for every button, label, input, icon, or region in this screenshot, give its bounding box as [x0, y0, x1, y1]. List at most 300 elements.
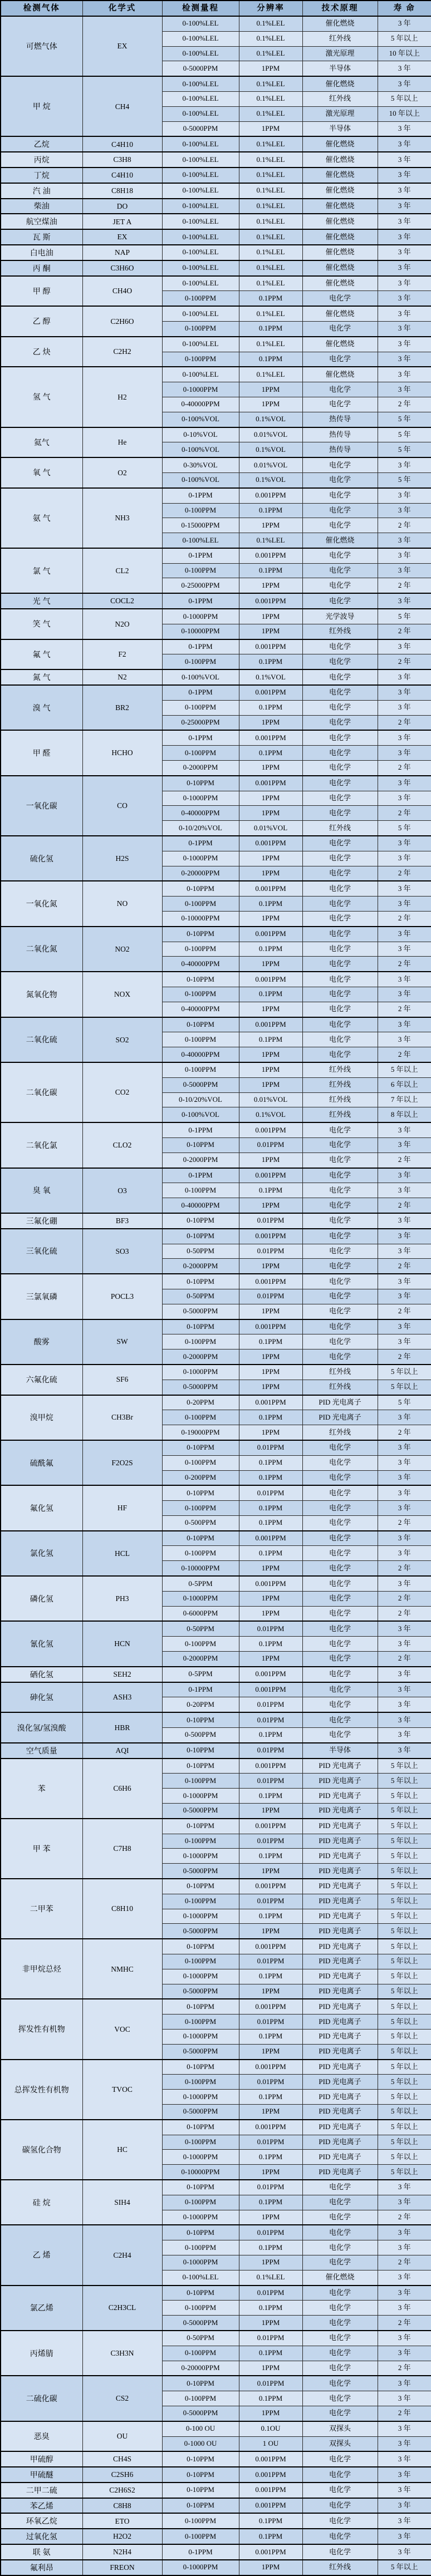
table-row	[1, 488, 431, 503]
range-cell: 0-100PPM	[162, 352, 239, 367]
resolution-cell: 0.001PPM	[239, 927, 302, 942]
lifetime-cell: 3 年	[378, 2529, 431, 2544]
gas-name: 三氯氧磷	[1, 1274, 82, 1319]
lifetime-cell: 2 年	[378, 761, 431, 776]
gas-name: 二氧化碳	[1, 1062, 82, 1122]
lifetime-cell: 5 年以上	[378, 1894, 431, 1909]
range-cell: 0-100%LEL	[162, 199, 239, 214]
gas-name: 甲 醇	[1, 276, 82, 307]
table-row	[1, 1440, 431, 1455]
resolution-cell: 0.01PPM	[239, 1485, 302, 1500]
lifetime-cell: 3 年	[378, 2376, 431, 2391]
principle-cell: PID 光电离子	[302, 1894, 378, 1909]
lifetime-cell: 3 年	[378, 669, 431, 685]
principle-cell: 催化燃烧	[302, 199, 378, 214]
range-cell: 0-100%LEL	[162, 276, 239, 291]
lifetime-cell: 3 年	[378, 1621, 431, 1636]
table-row	[1, 639, 431, 654]
resolution-cell: 0.001PPM	[239, 1759, 302, 1774]
resolution-cell: 0.001PPM	[239, 730, 302, 745]
resolution-cell: 1PPM	[239, 1349, 302, 1365]
lifetime-cell: 5 年以上	[378, 31, 431, 46]
range-cell: 0-40000PPM	[162, 806, 239, 821]
chemical-formula: C3H8	[82, 152, 162, 168]
lifetime-cell: 5 年以上	[378, 1819, 431, 1834]
principle-cell: 红外线	[302, 1062, 378, 1077]
table-row	[1, 548, 431, 563]
table-row	[1, 685, 431, 700]
chemical-formula: CLO2	[82, 1122, 162, 1168]
range-cell: 0-1000PPM	[162, 1849, 239, 1864]
range-cell: 0-10PPM	[162, 1440, 239, 1455]
table-row	[1, 2513, 431, 2529]
gas-name: 臭 氧	[1, 1168, 82, 1213]
principle-cell: 电化学	[302, 291, 378, 306]
chemical-formula: HCL	[82, 1531, 162, 1576]
header-lifetime: 寿 命	[378, 1, 431, 16]
table-row	[1, 1122, 431, 1137]
gas-name: 甲 苯	[1, 1819, 82, 1879]
principle-cell: 电化学	[302, 2513, 378, 2529]
principle-cell: PID 光电离子	[302, 1864, 378, 1879]
resolution-cell: 0.1PPM	[239, 2240, 302, 2255]
gas-name: 联 氨	[1, 2544, 82, 2560]
table-row	[1, 927, 431, 942]
principle-cell: 电化学	[302, 457, 378, 472]
range-cell: 0-100%LEL	[162, 183, 239, 199]
lifetime-cell: 5 年以上	[378, 1759, 431, 1774]
resolution-cell: 1PPM	[239, 2361, 302, 2376]
resolution-cell: 0.1%LEL	[239, 16, 302, 31]
lifetime-cell: 5 年以上	[378, 1954, 431, 1969]
lifetime-cell: 2 年	[378, 2406, 431, 2421]
principle-cell: 电化学	[302, 2180, 378, 2195]
resolution-cell: 0.1PPM	[239, 2346, 302, 2361]
range-cell: 0-10PPM	[162, 1759, 239, 1774]
resolution-cell: 0.1PPM	[239, 1637, 302, 1652]
range-cell: 0-1000PPM	[162, 791, 239, 806]
principle-cell: 催化燃烧	[302, 2270, 378, 2285]
principle-cell: PID 光电离子	[302, 1939, 378, 1954]
lifetime-cell: 2 年	[378, 578, 431, 593]
lifetime-cell: 3 年	[378, 2451, 431, 2467]
range-cell: 0-100%VOL	[162, 412, 239, 427]
resolution-cell: 1PPM	[239, 1152, 302, 1168]
principle-cell: 电化学	[302, 548, 378, 563]
resolution-cell: 0.001PPM	[239, 1576, 302, 1591]
range-cell: 0-100PPM	[162, 1954, 239, 1969]
range-cell: 0-100PPM	[162, 2513, 239, 2529]
lifetime-cell: 3 年	[378, 121, 431, 136]
chemical-formula: CH4O	[82, 276, 162, 307]
lifetime-cell: 3 年	[378, 1032, 431, 1047]
lifetime-cell: 2 年	[378, 1515, 431, 1530]
lifetime-cell: 3 年	[378, 563, 431, 578]
lifetime-cell: 3 年	[378, 548, 431, 563]
resolution-cell: 0.001PPM	[239, 1939, 302, 1954]
gas-name: 二甲苯	[1, 1879, 82, 1939]
range-cell: 0-100PPM	[162, 2014, 239, 2030]
range-cell: 0-100PPM	[162, 1410, 239, 1425]
table-row	[1, 1682, 431, 1697]
chemical-formula: He	[82, 427, 162, 458]
principle-cell: 电化学	[302, 1652, 378, 1667]
principle-cell: PID 光电离子	[302, 1924, 378, 1939]
principle-cell: 半导体	[302, 1743, 378, 1759]
lifetime-cell: 5 年以上	[378, 2060, 431, 2075]
principle-cell: PID 光电离子	[302, 2060, 378, 2075]
lifetime-cell: 5 年	[378, 609, 431, 624]
lifetime-cell: 7 年以上	[378, 1092, 431, 1107]
lifetime-cell: 3 年	[378, 1697, 431, 1712]
chemical-formula: CH3Br	[82, 1395, 162, 1440]
principle-cell: 电化学	[302, 563, 378, 578]
range-cell: 0-10PPM	[162, 1017, 239, 1032]
range-cell: 0-10PPM	[162, 2225, 239, 2240]
principle-cell: 电化学	[302, 1591, 378, 1606]
table-row	[1, 1531, 431, 1546]
resolution-cell: 1PPM	[239, 609, 302, 624]
range-cell: 0-25000PPM	[162, 578, 239, 593]
lifetime-cell: 3 年	[378, 1017, 431, 1032]
resolution-cell: 0.1PPM	[239, 1546, 302, 1561]
principle-cell: 热传导	[302, 412, 378, 427]
chemical-formula: C2H3CL	[82, 2286, 162, 2331]
gas-name: 氨 气	[1, 488, 82, 548]
gas-name: 挥发性有机物	[1, 1999, 82, 2059]
principle-cell: PID 光电离子	[302, 2029, 378, 2044]
principle-cell: PID 光电离子	[302, 2075, 378, 2090]
resolution-cell: 1PPM	[239, 624, 302, 639]
principle-cell: 红外线	[302, 1365, 378, 1380]
principle-cell: 双探头	[302, 2436, 378, 2451]
principle-cell: 电化学	[302, 1561, 378, 1576]
principle-cell: 催化燃烧	[302, 337, 378, 352]
lifetime-cell: 3 年	[378, 1274, 431, 1289]
resolution-cell: 0.1PPM	[239, 1909, 302, 1924]
range-cell: 0-100PPM	[162, 1774, 239, 1789]
range-cell: 0-40000PPM	[162, 1047, 239, 1062]
range-cell: 0-40000PPM	[162, 397, 239, 412]
header-range: 检测量程	[162, 1, 239, 16]
principle-cell: 电化学	[302, 1621, 378, 1636]
resolution-cell: 1PPM	[239, 2165, 302, 2180]
gas-name: 丙烯腈	[1, 2331, 82, 2376]
resolution-cell: 0.001PPM	[239, 1819, 302, 1834]
principle-cell: PID 光电离子	[302, 1834, 378, 1849]
lifetime-cell: 3 年	[378, 352, 431, 367]
principle-cell: 红外线	[302, 821, 378, 836]
range-cell: 0-10PPM	[162, 927, 239, 942]
gas-name: 乙 炔	[1, 337, 82, 367]
principle-cell: PID 光电离子	[302, 2120, 378, 2135]
resolution-cell: 1PPM	[239, 1259, 302, 1274]
lifetime-cell: 3 年	[378, 1712, 431, 1727]
resolution-cell: 0.1%LEL	[239, 367, 302, 382]
range-cell: 0-100%LEL	[162, 533, 239, 548]
lifetime-cell: 3 年	[378, 337, 431, 352]
chemical-formula: CL2	[82, 548, 162, 593]
range-cell: 0-100PPM	[162, 746, 239, 761]
range-cell: 0-10000PPM	[162, 1561, 239, 1576]
table-row	[1, 1365, 431, 1380]
lifetime-cell: 5 年	[378, 821, 431, 836]
range-cell: 0-5000PPM	[162, 2406, 239, 2421]
principle-cell: PID 光电离子	[302, 1819, 378, 1834]
principle-cell: 半导体	[302, 121, 378, 136]
lifetime-cell: 5 年	[378, 1395, 431, 1410]
range-cell: 0-10PPM	[162, 2120, 239, 2135]
lifetime-cell: 8 年以上	[378, 1107, 431, 1122]
resolution-cell: 0.001PPM	[239, 548, 302, 563]
range-cell: 0-100PPM	[162, 2346, 239, 2361]
resolution-cell: 1PPM	[239, 866, 302, 881]
principle-cell: PID 光电离子	[302, 1849, 378, 1864]
gas-name: 氟化氢	[1, 1485, 82, 1530]
gas-name: 硫酰氟	[1, 1440, 82, 1485]
lifetime-cell: 3 年	[378, 1576, 431, 1591]
resolution-cell: 1PPM	[239, 912, 302, 927]
lifetime-cell: 3 年	[378, 1229, 431, 1244]
principle-cell: 热传导	[302, 427, 378, 442]
principle-cell: 电化学	[302, 2331, 378, 2346]
resolution-cell: 0.01PPM	[239, 1137, 302, 1152]
lifetime-cell: 2 年	[378, 957, 431, 972]
resolution-cell: 0.1PPM	[239, 1969, 302, 1984]
gas-name: 硒化氢	[1, 1667, 82, 1682]
lifetime-cell: 3 年	[378, 245, 431, 260]
principle-cell: 电化学	[302, 1455, 378, 1470]
range-cell: 0-2000PPM	[162, 1152, 239, 1168]
lifetime-cell: 3 年	[378, 1122, 431, 1137]
range-cell: 0-10PPM	[162, 1485, 239, 1500]
table-row	[1, 337, 431, 352]
lifetime-cell: 3 年	[378, 367, 431, 382]
table-row	[1, 457, 431, 472]
lifetime-cell: 5 年以上	[378, 2104, 431, 2119]
resolution-cell: 0.1PPM	[239, 1789, 302, 1804]
range-cell: 0-100%VOL	[162, 442, 239, 457]
range-cell: 0-25000PPM	[162, 715, 239, 730]
chemical-formula: C2H6S2	[82, 2483, 162, 2498]
range-cell: 0-20PPM	[162, 1697, 239, 1712]
principle-cell: 电化学	[302, 1319, 378, 1334]
lifetime-cell: 3 年	[378, 2240, 431, 2255]
resolution-cell: 0.01PPM	[239, 1213, 302, 1229]
gas-name: 氮氧化物	[1, 972, 82, 1017]
lifetime-cell: 3 年	[378, 1168, 431, 1183]
range-cell: 0-100%LEL	[162, 136, 239, 152]
gas-name: 硅 烷	[1, 2180, 82, 2225]
range-cell: 0-100%LEL	[162, 152, 239, 168]
gas-name: 过氧化氢	[1, 2529, 82, 2544]
range-cell: 0-100PPM	[162, 654, 239, 669]
principle-cell: PID 光电离子	[302, 2135, 378, 2150]
principle-cell: 电化学	[302, 1515, 378, 1530]
range-cell: 0-2000PPM	[162, 761, 239, 776]
table-row	[1, 229, 431, 245]
range-cell: 0-10PPM	[162, 2376, 239, 2391]
range-cell: 0-100%VOL	[162, 669, 239, 685]
lifetime-cell: 2 年	[378, 2316, 431, 2331]
principle-cell: 电化学	[302, 639, 378, 654]
lifetime-cell: 3 年	[378, 1183, 431, 1198]
range-cell: 0-5000PPM	[162, 1304, 239, 1319]
table-row	[1, 1213, 431, 1229]
lifetime-cell: 3 年	[378, 1637, 431, 1652]
table-row	[1, 609, 431, 624]
lifetime-cell: 5 年以上	[378, 2120, 431, 2135]
resolution-cell: 0.001PPM	[239, 1395, 302, 1410]
range-cell: 0-5000PPM	[162, 1077, 239, 1092]
gas-name: 硫化氢	[1, 836, 82, 881]
lifetime-cell: 5 年以上	[378, 1984, 431, 1999]
lifetime-cell: 5 年以上	[378, 1365, 431, 1380]
chemical-formula: BR2	[82, 685, 162, 730]
table-row	[1, 1939, 431, 1954]
range-cell: 0-100PPM	[162, 1455, 239, 1470]
resolution-cell: 0.01PPM	[239, 2135, 302, 2150]
lifetime-cell: 5 年以上	[378, 1804, 431, 1819]
range-cell: 0-5000PPM	[162, 121, 239, 136]
lifetime-cell: 2 年	[378, 1259, 431, 1274]
lifetime-cell: 3 年	[378, 1244, 431, 1259]
lifetime-cell: 5 年以上	[378, 2165, 431, 2180]
principle-cell: PID 光电离子	[302, 2090, 378, 2105]
lifetime-cell: 3 年	[378, 1682, 431, 1697]
principle-cell: PID 光电离子	[302, 2150, 378, 2165]
range-cell: 0-5000PPM	[162, 2104, 239, 2119]
table-row	[1, 669, 431, 685]
resolution-cell: 0.1%LEL	[239, 76, 302, 91]
table-header	[1, 1, 431, 16]
range-cell: 0-40000PPM	[162, 1002, 239, 1017]
range-cell: 0-100PPM	[162, 2075, 239, 2090]
range-cell: 0-100PPM	[162, 503, 239, 518]
principle-cell: 电化学	[302, 654, 378, 669]
resolution-cell: 0.1%LEL	[239, 214, 302, 229]
range-cell: 0-100PPM	[162, 2529, 239, 2544]
chemical-formula: C8H18	[82, 183, 162, 199]
principle-cell: 红外线	[302, 1077, 378, 1092]
chemical-formula: EX	[82, 16, 162, 76]
range-cell: 0-1000PPM	[162, 609, 239, 624]
range-cell: 0-1PPM	[162, 639, 239, 654]
resolution-cell: 0.1%LEL	[239, 260, 302, 276]
gas-name: 氮 气	[1, 669, 82, 685]
lifetime-cell: 5 年以上	[378, 1380, 431, 1395]
lifetime-cell: 3 年	[378, 306, 431, 321]
lifetime-cell: 3 年	[378, 1485, 431, 1500]
range-cell: 0-1PPM	[162, 685, 239, 700]
resolution-cell: 0.1%LEL	[239, 337, 302, 352]
gas-name: 三氟化硼	[1, 1213, 82, 1229]
principle-cell: PID 光电离子	[302, 1879, 378, 1894]
lifetime-cell: 3 年	[378, 1728, 431, 1743]
resolution-cell: 0.01PPM	[239, 1440, 302, 1455]
resolution-cell: 0.1PPM	[239, 1849, 302, 1864]
resolution-cell: 1PPM	[239, 1984, 302, 1999]
resolution-cell: 1PPM	[239, 1304, 302, 1319]
chemical-formula: SEH2	[82, 1667, 162, 1682]
principle-cell: 电化学	[302, 806, 378, 821]
resolution-cell: 0.1%VOL	[239, 1107, 302, 1122]
gas-name: 甲 烷	[1, 76, 82, 136]
lifetime-cell: 3 年	[378, 2436, 431, 2451]
table-row	[1, 730, 431, 745]
principle-cell: 催化燃烧	[302, 260, 378, 276]
gas-name: 溴化氢/氢溴酸	[1, 1712, 82, 1743]
range-cell: 0-10PPM	[162, 972, 239, 987]
table-row	[1, 1485, 431, 1500]
range-cell: 0-10PPM	[162, 2451, 239, 2467]
lifetime-cell: 3 年	[378, 746, 431, 761]
principle-cell: 催化燃烧	[302, 76, 378, 91]
principle-cell: 催化燃烧	[302, 229, 378, 245]
lifetime-cell: 3 年	[378, 730, 431, 745]
resolution-cell: 1PPM	[239, 2255, 302, 2270]
table-row	[1, 1168, 431, 1183]
resolution-cell: 0.001PPM	[239, 881, 302, 896]
resolution-cell: 0.01%VOL	[239, 457, 302, 472]
lifetime-cell: 2 年	[378, 2255, 431, 2270]
lifetime-cell: 2 年	[378, 2210, 431, 2225]
range-cell: 0-100%VOL	[162, 1107, 239, 1122]
range-cell: 0-6000PPM	[162, 1606, 239, 1621]
lifetime-cell: 5 年以上	[378, 1924, 431, 1939]
range-cell: 0-15000PPM	[162, 518, 239, 533]
chemical-formula: CS2	[82, 2376, 162, 2421]
principle-cell: 电化学	[302, 700, 378, 715]
chemical-formula: C3H6O	[82, 260, 162, 276]
lifetime-cell: 3 年	[378, 2513, 431, 2529]
lifetime-cell: 3 年	[378, 2467, 431, 2483]
lifetime-cell: 3 年	[378, 291, 431, 306]
range-cell: 0-100PPM	[162, 1334, 239, 1349]
chemical-formula: C2H4	[82, 2225, 162, 2285]
resolution-cell: 0.001PPM	[239, 1274, 302, 1289]
resolution-cell: 0.001PPM	[239, 2451, 302, 2467]
table-row	[1, 245, 431, 260]
lifetime-cell: 3 年	[378, 2301, 431, 2316]
table-row	[1, 593, 431, 609]
resolution-cell: 0.001PPM	[239, 1667, 302, 1682]
resolution-cell: 0.01PPM	[239, 2075, 302, 2090]
principle-cell: PID 光电离子	[302, 1999, 378, 2014]
gas-name: 柴油	[1, 199, 82, 214]
principle-cell: 红外线	[302, 31, 378, 46]
resolution-cell: 0.1%LEL	[239, 106, 302, 121]
gas-name: 乙 醇	[1, 306, 82, 337]
principle-cell: 电化学	[302, 2391, 378, 2406]
chemical-formula: NOX	[82, 972, 162, 1017]
principle-cell: 电化学	[302, 942, 378, 957]
principle-cell: 电化学	[302, 1531, 378, 1546]
lifetime-cell: 2 年	[378, 1349, 431, 1365]
principle-cell: 催化燃烧	[302, 183, 378, 199]
chemical-formula: CH4	[82, 76, 162, 136]
range-cell: 0-100PPM	[162, 1501, 239, 1516]
range-cell: 0-30%VOL	[162, 457, 239, 472]
resolution-cell: 0.1PPM	[239, 2529, 302, 2544]
resolution-cell: 0.01PPM	[239, 1712, 302, 1727]
chemical-formula: F2	[82, 639, 162, 670]
range-cell: 0-1000PPM	[162, 851, 239, 866]
resolution-cell: 0.1PPM	[239, 2513, 302, 2529]
principle-cell: 电化学	[302, 1244, 378, 1259]
lifetime-cell: 5 年以上	[378, 1909, 431, 1924]
range-cell: 0-100%VOL	[162, 472, 239, 487]
